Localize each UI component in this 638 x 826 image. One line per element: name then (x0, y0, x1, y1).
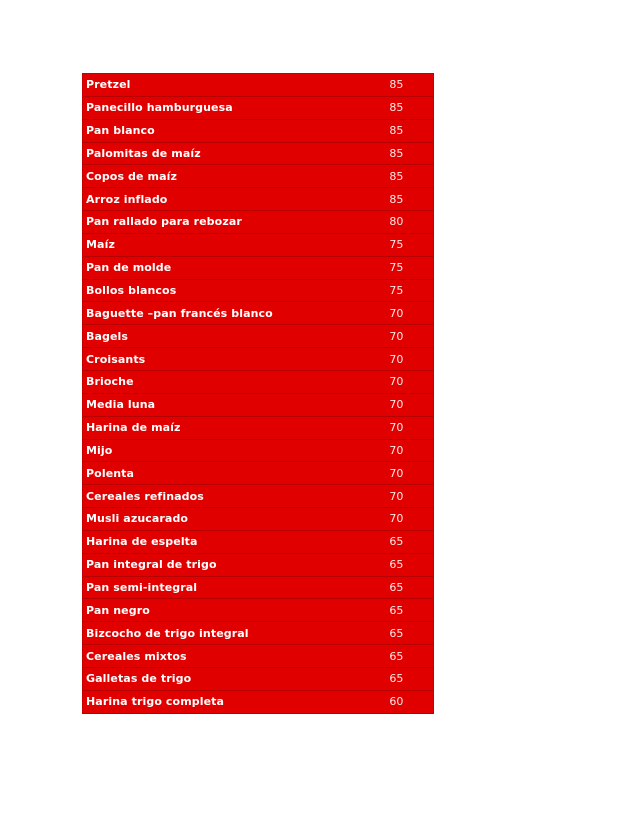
food-value: 75 (389, 261, 404, 275)
table-row (83, 143, 433, 166)
food-value: 70 (389, 512, 404, 526)
table-row (83, 394, 433, 417)
food-name: Pan semi-integral (86, 580, 198, 594)
food-value: 65 (389, 672, 404, 686)
table-row (83, 280, 433, 303)
food-value: 80 (389, 215, 404, 229)
food-value: 65 (389, 603, 404, 617)
food-value: 65 (389, 580, 404, 594)
food-name: Pan integral de trigo (86, 558, 217, 572)
food-value: 70 (389, 466, 404, 480)
table-row (83, 165, 433, 188)
table-row (83, 599, 433, 622)
food-name: Palomitas de maíz (86, 146, 201, 160)
food-name: Bagels (86, 329, 129, 343)
table-row (83, 302, 433, 325)
food-name: Pretzel (86, 78, 131, 92)
food-value: 70 (389, 375, 404, 389)
table-row (83, 417, 433, 440)
table-row (83, 371, 433, 394)
table-row (83, 554, 433, 577)
food-name: Harina de maíz (86, 421, 181, 435)
food-value: 65 (389, 558, 404, 572)
table-row (83, 211, 433, 234)
table-row (83, 508, 433, 531)
table-row (83, 97, 433, 120)
table-row (83, 234, 433, 257)
food-name: Galletas de trigo (86, 672, 192, 686)
food-name: Pan de molde (86, 261, 172, 275)
food-value: 75 (389, 238, 404, 252)
food-value: 60 (389, 695, 404, 709)
table-row (83, 462, 433, 485)
table-row (83, 348, 433, 371)
food-index-table (82, 73, 434, 714)
food-value: 70 (389, 329, 404, 343)
food-value: 85 (389, 169, 404, 183)
table-row (83, 257, 433, 280)
food-name: Harina trigo completa (86, 695, 225, 709)
food-value: 65 (389, 535, 404, 549)
food-value: 65 (389, 626, 404, 640)
food-name: Maíz (86, 238, 115, 252)
food-name: Bollos blancos (86, 284, 177, 298)
food-name: Panecillo hamburguesa (86, 101, 233, 115)
table-row (83, 577, 433, 600)
food-value: 85 (389, 78, 404, 92)
food-value: 70 (389, 489, 404, 503)
food-name: Cereales refinados (86, 489, 204, 503)
food-name: Copos de maíz (86, 169, 177, 183)
food-name: Mijo (86, 443, 113, 457)
table-row (83, 645, 433, 668)
food-name: Pan rallado para rebozar (86, 215, 242, 229)
food-name: Musli azucarado (86, 512, 189, 526)
table-row (83, 691, 433, 714)
food-name: Pan negro (86, 603, 150, 617)
food-value: 70 (389, 306, 404, 320)
food-value: 85 (389, 101, 404, 115)
food-name: Pan blanco (86, 124, 155, 138)
food-name: Media luna (86, 398, 156, 412)
food-name: Harina de espelta (86, 535, 198, 549)
food-value: 70 (389, 398, 404, 412)
food-name: Arroz inflado (86, 192, 168, 206)
table-row (83, 325, 433, 348)
table-row (83, 531, 433, 554)
food-value: 70 (389, 352, 404, 366)
table-row (83, 74, 433, 97)
table-row (83, 668, 433, 691)
food-value: 85 (389, 146, 404, 160)
table-row (83, 120, 433, 143)
food-value: 85 (389, 124, 404, 138)
food-name: Bizcocho de trigo integral (86, 626, 249, 640)
food-name: Brioche (86, 375, 134, 389)
food-value: 65 (389, 649, 404, 663)
table-row (83, 188, 433, 211)
food-name: Croisants (86, 352, 146, 366)
food-name: Cereales mixtos (86, 649, 187, 663)
table-row (83, 440, 433, 463)
table-row (83, 622, 433, 645)
food-value: 85 (389, 192, 404, 206)
food-value: 70 (389, 421, 404, 435)
food-name: Baguette –pan francés blanco (86, 306, 273, 320)
food-value: 75 (389, 284, 404, 298)
food-value: 70 (389, 443, 404, 457)
food-name: Polenta (86, 466, 135, 480)
table-row (83, 485, 433, 508)
